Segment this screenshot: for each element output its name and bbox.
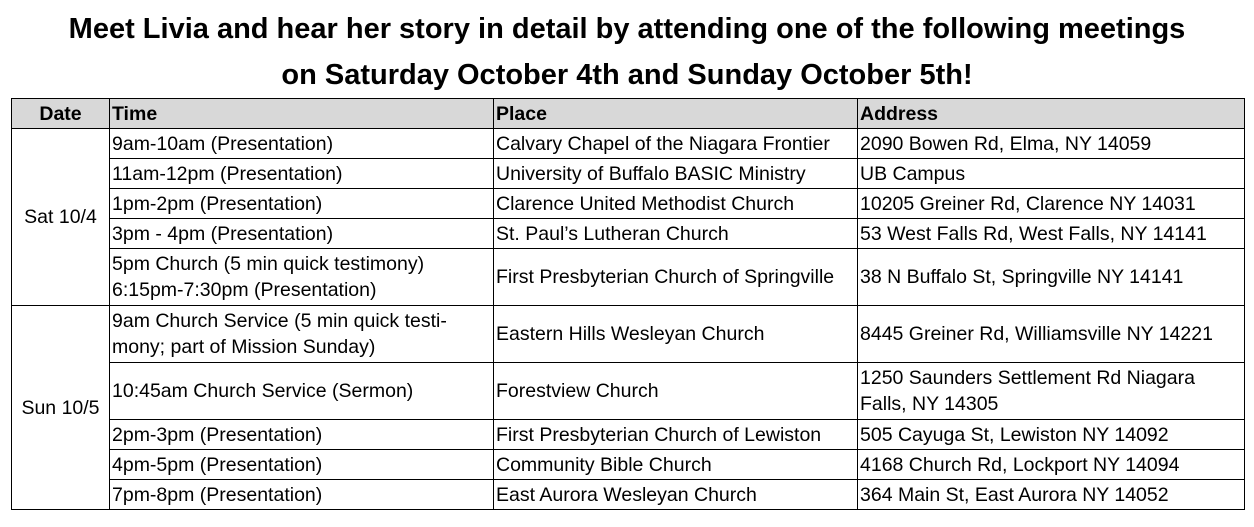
address-line: 8445 Greiner Rd, Williamsville NY 14221 xyxy=(860,323,1213,345)
time-cell xyxy=(110,363,494,420)
time-line: mony; part of Mission Sunday) xyxy=(112,336,376,358)
time-line: 10:45am Church Service (Sermon) xyxy=(112,380,414,402)
address-cell xyxy=(858,363,1245,420)
place-cell: St. Paul’s Lutheran Church xyxy=(494,219,858,249)
address-cell xyxy=(858,420,1245,450)
time-line: 4pm-5pm (Presentation) xyxy=(112,453,323,476)
header-row xyxy=(12,99,1245,129)
time-cell xyxy=(110,450,494,480)
address-line: 38 N Buffalo St, Springville NY 14141 xyxy=(860,266,1184,288)
time-line: 7pm-8pm (Presentation) xyxy=(112,483,323,506)
title-line-1: Meet Livia and hear her story in detail by attending one of the following meetings xyxy=(68,13,1186,45)
table-row xyxy=(12,450,1245,480)
address-line: 2090 Bowen Rd, Elma, NY 14059 xyxy=(860,132,1152,155)
table-row xyxy=(12,480,1245,510)
time-cell xyxy=(110,480,494,510)
place-cell: East Aurora Wesleyan Church xyxy=(494,480,858,510)
address-line: UB Campus xyxy=(860,162,966,185)
place-cell: Calvary Chapel of the Niagara Frontier xyxy=(494,129,858,159)
table-row xyxy=(12,219,1245,249)
time-line: 5pm Church (5 min quick testimony) xyxy=(112,253,425,275)
time-line: 2pm-3pm (Presentation) xyxy=(112,423,323,446)
address-cell xyxy=(858,219,1245,249)
time-line: 3pm - 4pm (Presentation) xyxy=(112,222,334,245)
address-line: 4168 Church Rd, Lockport NY 14094 xyxy=(860,453,1180,476)
address-cell xyxy=(858,159,1245,189)
header-place: Place xyxy=(494,99,858,129)
meetings-body xyxy=(12,129,1245,510)
address-line: 1250 Saunders Settlement Rd Niagara xyxy=(860,367,1195,389)
date-cell: Sat 10/4 xyxy=(12,129,110,306)
date-cell: Sun 10/5 xyxy=(12,306,110,510)
header-date: Date xyxy=(12,99,110,129)
address-cell xyxy=(858,129,1245,159)
table-row xyxy=(12,189,1245,219)
place-cell: Eastern Hills Wesleyan Church xyxy=(494,306,858,363)
place-cell: Forestview Church xyxy=(494,363,858,420)
address-line: 53 West Falls Rd, West Falls, NY 14141 xyxy=(860,222,1207,245)
time-line: 9am-10am (Presentation) xyxy=(112,132,334,155)
time-cell xyxy=(110,189,494,219)
page-title xyxy=(0,6,1254,98)
place-cell: First Presbyterian Church of Springville xyxy=(494,249,858,306)
table-row xyxy=(12,249,1245,306)
table-row xyxy=(12,420,1245,450)
table-row xyxy=(12,159,1245,189)
address-cell xyxy=(858,480,1245,510)
time-line: 11am-12pm (Presentation) xyxy=(112,162,343,185)
address-cell xyxy=(858,450,1245,480)
time-cell xyxy=(110,159,494,189)
meetings-table xyxy=(11,98,1245,510)
header-address: Address xyxy=(858,99,1245,129)
header-time: Time xyxy=(110,99,494,129)
address-cell xyxy=(858,306,1245,363)
title-line-2: on Saturday October 4th and Sunday October 5th! xyxy=(281,59,973,91)
address-line: 364 Main St, East Aurora NY 14052 xyxy=(860,483,1169,506)
time-line: 9am Church Service (5 min quick testi- xyxy=(112,310,447,332)
address-line: 10205 Greiner Rd, Clarence NY 14031 xyxy=(860,192,1196,215)
address-cell xyxy=(858,189,1245,219)
place-cell: University of Buffalo BASIC Ministry xyxy=(494,159,858,189)
table-row xyxy=(12,129,1245,159)
table-row xyxy=(12,306,1245,363)
time-line: 1pm-2pm (Presentation) xyxy=(112,192,323,215)
address-cell xyxy=(858,249,1245,306)
time-cell xyxy=(110,420,494,450)
time-cell xyxy=(110,219,494,249)
time-line: 6:15pm-7:30pm (Presentation) xyxy=(112,279,377,301)
table-row xyxy=(12,363,1245,420)
time-cell xyxy=(110,249,494,306)
place-cell: Clarence United Methodist Church xyxy=(494,189,858,219)
place-cell: Community Bible Church xyxy=(494,450,858,480)
time-cell xyxy=(110,306,494,363)
time-cell xyxy=(110,129,494,159)
address-line: Falls, NY 14305 xyxy=(860,393,999,415)
address-line: 505 Cayuga St, Lewiston NY 14092 xyxy=(860,423,1169,446)
place-cell: First Presbyterian Church of Lewiston xyxy=(494,420,858,450)
